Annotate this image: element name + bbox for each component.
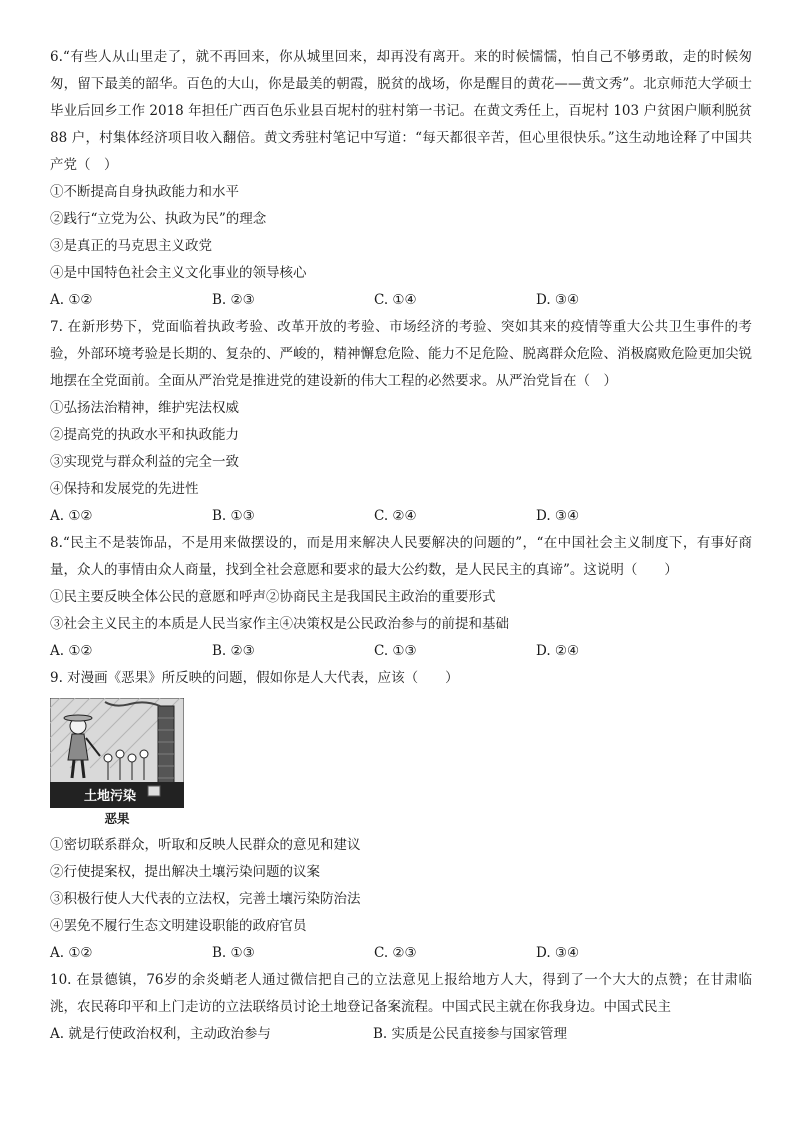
choice-c[interactable]: C. ②④	[374, 508, 417, 524]
choice-b[interactable]: B. ①③	[212, 508, 255, 524]
question-6-option-1: ①不断提高自身执政能力和水平	[50, 184, 239, 200]
choice-d[interactable]: D. ③④	[536, 292, 580, 308]
choice-d[interactable]: D. ③④	[536, 945, 580, 961]
question-8-option-3-4: ③社会主义民主的本质是人民当家作主④决策权是公民政治参与的前提和基础	[50, 616, 509, 632]
question-10	[50, 967, 752, 1048]
question-7-option-4: ④保持和发展党的先进性	[50, 481, 199, 497]
choice-a[interactable]: A. ①②	[50, 292, 93, 308]
question-9-option-1: ①密切联系群众，听取和反映人民群众的意见和建议	[50, 837, 361, 853]
question-7	[50, 314, 752, 530]
question-6-option-3: ③是真正的马克思主义政党	[50, 238, 212, 254]
question-7-option-3: ③实现党与群众利益的完全一致	[50, 454, 239, 470]
question-6-choices	[50, 287, 752, 314]
question-8-choices	[50, 638, 752, 665]
question-6-stem: 6.“有些人从山里走了，就不再回来，你从城里回来，却再没有离开。来的时候懦懦，怕自己不够勇敢，走的时候匆匆，留下最美的韶华。百色的大山，你是最美的朝霞，脱贫的战场，你是醒目的黄花——黄文秀”。北京师范大学硕士毕业后回乡工作 2018 年担任广西百色乐业县百坭村的驻村第一书记。在黄文秀任上，百坭村 103 户贫困户顺利脱贫 88 户，村集体经济项目收入翻倍。黄文秀驻村笔记中写道：“每天都很辛苦，但心里很快乐。”这生动地诠释了中国共产党（ ）	[50, 49, 752, 173]
choice-b[interactable]: B. ②③	[212, 643, 255, 659]
cartoon-caption: 恶果	[104, 811, 130, 826]
question-6-option-4: ④是中国特色社会主义文化事业的领导核心	[50, 265, 307, 281]
choice-c[interactable]: C. ①③	[374, 643, 417, 659]
question-9-option-3: ③积极行使人大代表的立法权，完善土壤污染防治法	[50, 891, 361, 907]
question-8-stem: 8.“民主不是装饰品，不是用来做摆设的，而是用来解决人民要解决的问题的”，“在中国社会主义制度下，有事好商量，众人的事情由众人商量，找到全社会意愿和要求的最大公约数，是人民民主的真谛”。这说明（ ）	[50, 535, 752, 578]
question-9-option-2: ②行使提案权，提出解决土壤污染问题的议案	[50, 864, 320, 880]
choice-b[interactable]: B. ①③	[212, 945, 255, 961]
question-9-option-4: ④罢免不履行生态文明建设职能的政府官员	[50, 918, 307, 934]
question-list	[50, 44, 752, 1048]
question-7-option-2: ②提高党的执政水平和执政能力	[50, 427, 239, 443]
question-9-stem: 9. 对漫画《恶果》所反映的问题，假如你是人大代表，应该（ ）	[50, 670, 459, 686]
question-7-choices	[50, 503, 752, 530]
choice-c[interactable]: C. ①④	[374, 292, 417, 308]
question-6	[50, 44, 752, 314]
question-8	[50, 530, 752, 665]
question-8-option-1-2: ①民主要反映全体公民的意愿和呼声②协商民主是我国民主政治的重要形式	[50, 589, 496, 605]
choice-b[interactable]: B. ②③	[212, 292, 255, 308]
choice-c[interactable]: C. ②③	[374, 945, 417, 961]
question-7-stem: 7. 在新形势下，党面临着执政考验、改革开放的考验、市场经济的考验、突如其来的疫情等重大公共卫生事件的考验，外部环境考验是长期的、复杂的、严峻的，精神懈怠危险、能力不足危险、脱离群众危险、消极腐败危险更加尖锐地摆在全党面前。全面从严治党是推进党的建设新的伟大工程的必然要求。从严治党旨在（ ）	[50, 319, 752, 389]
cartoon-illustration	[50, 698, 184, 808]
question-9	[50, 665, 752, 967]
choice-a[interactable]: A. ①②	[50, 508, 93, 524]
question-6-option-2: ②践行“立党为公、执政为民”的理念	[50, 211, 267, 227]
choice-d[interactable]: D. ③④	[536, 508, 580, 524]
question-7-option-1: ①弘扬法治精神，维护宪法权威	[50, 400, 239, 416]
cartoon-label: 土地污染	[83, 789, 137, 804]
question-10-stem: 10. 在景德镇，76岁的余炎蛸老人通过微信把自己的立法意见上报给地方人大，得到了一个大大的点赞；在甘肃临洮，农民蒋印平和上门走访的立法联络员讨论土地登记备案流程。中国式民主就在你我身边。中国式民主	[50, 972, 752, 1015]
question-9-choices	[50, 940, 752, 967]
choice-b[interactable]: B. 实质是公民直接参与国家管理	[373, 1026, 568, 1042]
choice-a[interactable]: A. ①②	[50, 945, 93, 961]
question-10-choices	[50, 1021, 752, 1048]
cartoon-image	[50, 698, 184, 808]
choice-d[interactable]: D. ②④	[536, 643, 580, 659]
choice-a[interactable]: A. 就是行使政治权利，主动政治参与	[50, 1026, 271, 1042]
choice-a[interactable]: A. ①②	[50, 643, 93, 659]
